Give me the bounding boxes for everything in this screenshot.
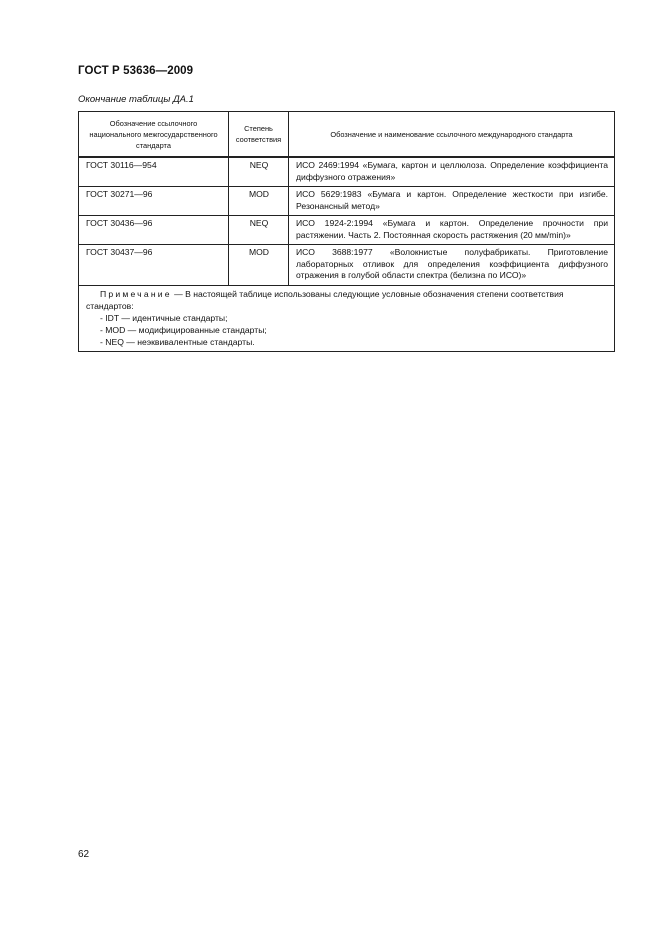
table-note-row — [79, 285, 615, 351]
note-text: — В настоящей таблице использованы следующие условные обозначения степени соответствия стандартов: — [86, 288, 564, 311]
cell-international-description: ИСО 2469:1994 «Бумага, картон и целлюлоза. Определение коэффициента диффузного отражения» — [289, 157, 615, 187]
cell-international-description: ИСО 5629:1983 «Бумага и картон. Определение жесткости при изгибе. Резонансный метод» — [289, 187, 615, 216]
cell-international-description: ИСО 3688:1977 «Волокнистые полуфабрикаты. Приготовление лабораторных отливок для определения коэффициента диффузного отражения в голубой области спектра (белизна по ИСО)» — [289, 245, 615, 286]
cell-degree: NEQ — [229, 157, 289, 187]
cell-national-code: ГОСТ 30436—96 — [79, 216, 229, 245]
page-number: 62 — [78, 849, 90, 860]
note-intro — [86, 288, 608, 312]
table-header-row — [79, 112, 615, 158]
cell-national-code: ГОСТ 30437—96 — [79, 245, 229, 286]
cell-national-code: ГОСТ 30116—954 — [79, 157, 229, 187]
note-label: Примечание — [100, 288, 172, 299]
note-item-neq: - NEQ — неэквивалентные стандарты. — [100, 336, 255, 347]
table-note — [79, 285, 615, 351]
cell-degree: MOD — [229, 245, 289, 286]
table-row — [79, 216, 615, 245]
table-caption: Окончание таблицы ДА.1 — [78, 94, 194, 105]
table-row — [79, 187, 615, 216]
cell-international-description: ИСО 1924-2:1994 «Бумага и картон. Определение прочности при растяжении. Часть 2. Постоянная скорость растяжения (20 мм/min)» — [289, 216, 615, 245]
header-international-standard: Обозначение и наименование ссылочного международного стандарта — [289, 112, 615, 158]
cell-national-code: ГОСТ 30271—96 — [79, 187, 229, 216]
note-item-idt: - IDT — идентичные стандарты; — [100, 312, 228, 323]
cell-degree: MOD — [229, 187, 289, 216]
table-row — [79, 157, 615, 187]
table-row — [79, 245, 615, 286]
header-degree-of-correspondence: Степень соответствия — [229, 112, 289, 158]
document-title: ГОСТ Р 53636—2009 — [78, 65, 194, 77]
header-national-standard: Обозначение ссылочного национального межгосударственного стандарта — [79, 112, 229, 158]
reference-standards-table — [78, 111, 615, 352]
note-item-mod: - MOD — модифицированные стандарты; — [100, 324, 267, 335]
cell-degree: NEQ — [229, 216, 289, 245]
